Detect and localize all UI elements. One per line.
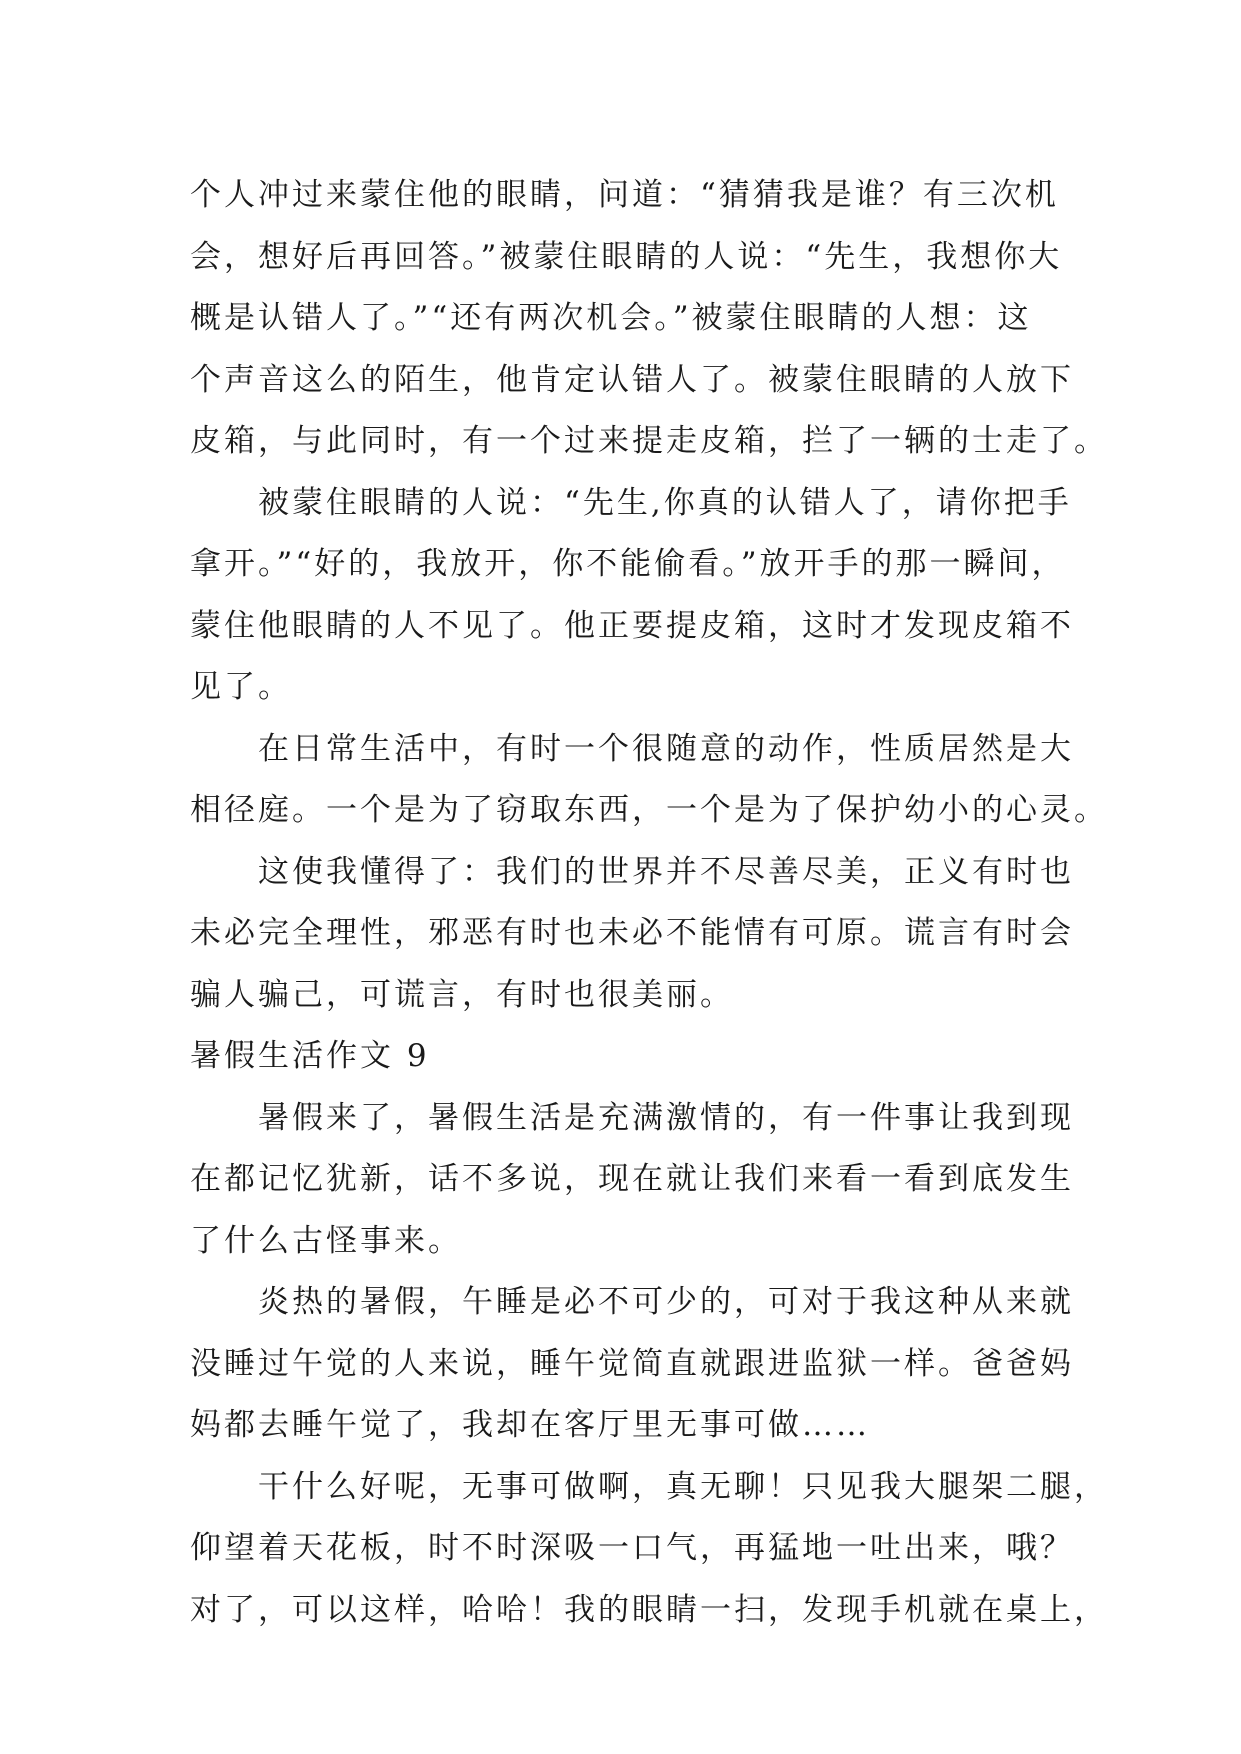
text-line: 蒙住他眼睛的人不见了。他正要提皮箱，这时才发现皮箱不	[190, 607, 1074, 644]
text-line: 在都记忆犹新，话不多说，现在就让我们来看一看到底发生	[190, 1161, 1074, 1197]
text-line: 干什么好呢，无事可做啊，真无聊！只见我大腿架二腿，	[258, 1468, 1108, 1505]
text-line: 见了。	[190, 669, 292, 705]
text-line: 骗人骗己，可谎言，有时也很美丽。	[190, 976, 734, 1013]
text-line: 拿开。”“好的，我放开，你不能偷看。”放开手的那一瞬间，	[190, 546, 1066, 582]
text-line: 未必完全理性，邪恶有时也未必不能情有可原。谎言有时会	[190, 915, 1074, 951]
section-heading: 暑假生活作文 9	[190, 1038, 430, 1074]
document-body	[190, 165, 1108, 1641]
text-line: 这使我懂得了：我们的世界并不尽善尽美，正义有时也	[258, 853, 1074, 890]
text-line: 被蒙住眼睛的人说：“先生,你真的认错人了，请你把手	[258, 484, 1072, 521]
text-line: 会，想好后再回答。”被蒙住眼睛的人说：“先生，我想你大	[190, 238, 1063, 275]
text-line: 对了，可以这样，哈哈！我的眼睛一扫，发现手机就在桌上，	[190, 1591, 1108, 1628]
text-line: 概是认错人了。”“还有两次机会。”被蒙住眼睛的人想：这	[190, 300, 1032, 336]
text-line: 妈都去睡午觉了，我却在客厅里无事可做……	[190, 1407, 870, 1443]
text-line: 仰望着天花板，时不时深吸一口气，再猛地一吐出来，哦？	[190, 1530, 1074, 1566]
text-line: 没睡过午觉的人来说，睡午觉简直就跟进监狱一样。爸爸妈	[190, 1345, 1074, 1382]
text-line: 个声音这么的陌生，他肯定认错人了。被蒙住眼睛的人放下	[190, 361, 1074, 398]
text-line: 皮箱，与此同时，有一个过来提走皮箱，拦了一辆的士走了。	[190, 423, 1108, 459]
text-line: 相径庭。一个是为了窃取东西，一个是为了保护幼小的心灵。	[190, 792, 1108, 828]
text-line: 了什么古怪事来。	[190, 1222, 462, 1259]
text-line: 在日常生活中，有时一个很随意的动作，性质居然是大	[258, 730, 1074, 767]
text-line: 暑假来了，暑假生活是充满激情的，有一件事让我到现	[258, 1099, 1074, 1136]
text-line: 个人冲过来蒙住他的眼睛，问道：“猜猜我是谁？有三次机	[190, 177, 1059, 213]
text-line: 炎热的暑假，午睡是必不可少的，可对于我这种从来就	[258, 1284, 1074, 1320]
